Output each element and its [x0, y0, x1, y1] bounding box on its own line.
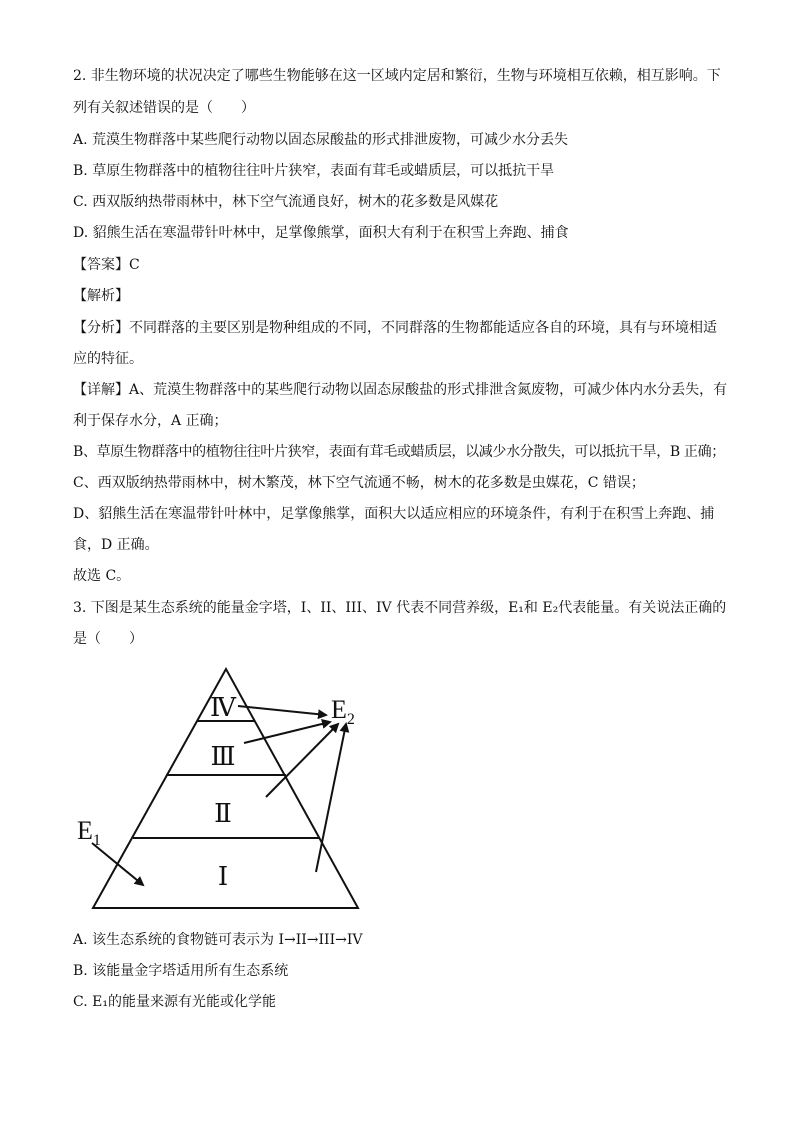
q3-option-a: A. 该生态系统的食物链可表示为 I→II→III→IV: [73, 932, 363, 948]
q2-analysis-tag: 【解析】: [73, 288, 129, 304]
e1-label: $E_1$: [77, 816, 101, 849]
q2-stem-line1: 2. 非生物环境的状况决定了哪些生物能够在这一区域内定居和繁衍，生物与环境相互依赖，相互影响。下: [73, 68, 721, 84]
q3-option-c: C. E₁的能量来源有光能或化学能: [73, 994, 276, 1010]
q2-option-c: C. 西双版纳热带雨林中，林下空气流通良好，树木的花多数是风媒花: [73, 194, 499, 210]
q2-fenxi-line2: 应的特征。: [73, 351, 143, 367]
q2-detail-line2: 利于保存水分，A 正确；: [73, 413, 228, 429]
q2-detail-line6: 食，D 正确。: [73, 537, 159, 553]
level-i-label: Ⅰ: [217, 862, 229, 891]
fenxi-text: 不同群落的主要区别是物种组成的不同，不同群落的生物都能适应各自的环境，具有与环境相适: [129, 320, 717, 336]
q3-option-b: B. 该能量金字塔适用所有生态系统: [73, 963, 289, 979]
q2-detail-line3: B、草原生物群落中的植物往往叶片狭窄，表面有茸毛或蜡质层，以减少水分散失，可以抵抗干旱，B 正确；: [73, 444, 725, 460]
e2-label: $E_2$: [331, 695, 355, 728]
arrow-i-to-e2: [316, 724, 346, 872]
answer-tag: 【答案】: [73, 257, 129, 273]
fenxi-tag: 【分析】: [73, 320, 129, 336]
q3-stem-line1: 3. 下图是某生态系统的能量金字塔，I、II、III、IV 代表不同营养级，E₁和 E₂代表能量。有关说法正确的: [73, 600, 727, 616]
detail-tag: 【详解】: [73, 382, 129, 398]
q2-conclusion: 故选 C。: [73, 568, 131, 584]
level-iv-label: Ⅳ: [210, 693, 236, 722]
q2-option-a: A. 荒漠生物群落中某些爬行动物以固态尿酸盐的形式排泄废物，可减少水分丢失: [73, 132, 569, 148]
level-iii-label: Ⅲ: [210, 742, 236, 771]
q2-option-b: B. 草原生物群落中的植物往往叶片狭窄，表面有茸毛或蜡质层，可以抵抗干旱: [73, 163, 555, 179]
detail-text: A、荒漠生物群落中的某些爬行动物以固态尿酸盐的形式排泄含氮废物，可减少体内水分丢失，有: [129, 382, 728, 398]
level-ii-label: Ⅱ: [214, 799, 232, 828]
answer-value: C: [129, 257, 140, 273]
q2-detail-line4: C、西双版纳热带雨林中，树木繁茂，林下空气流通不畅，树木的花多数是虫媒花，C 错误；: [73, 475, 645, 491]
q2-detail-line5: D、貂熊生活在寒温带针叶林中，足掌像熊掌，面积大以适应相应的环境条件，有利于在积雪上奔跑、捕: [73, 506, 715, 522]
q2-stem-line2: 列有关叙述错误的是（ ）: [73, 100, 255, 116]
arrow-e1-to-i: [92, 843, 143, 885]
q2-option-d: D. 貂熊生活在寒温带针叶林中，足掌像熊掌，面积大有利于在积雪上奔跑、捕食: [73, 225, 569, 241]
q3-stem-line2: 是（ ）: [73, 631, 143, 647]
